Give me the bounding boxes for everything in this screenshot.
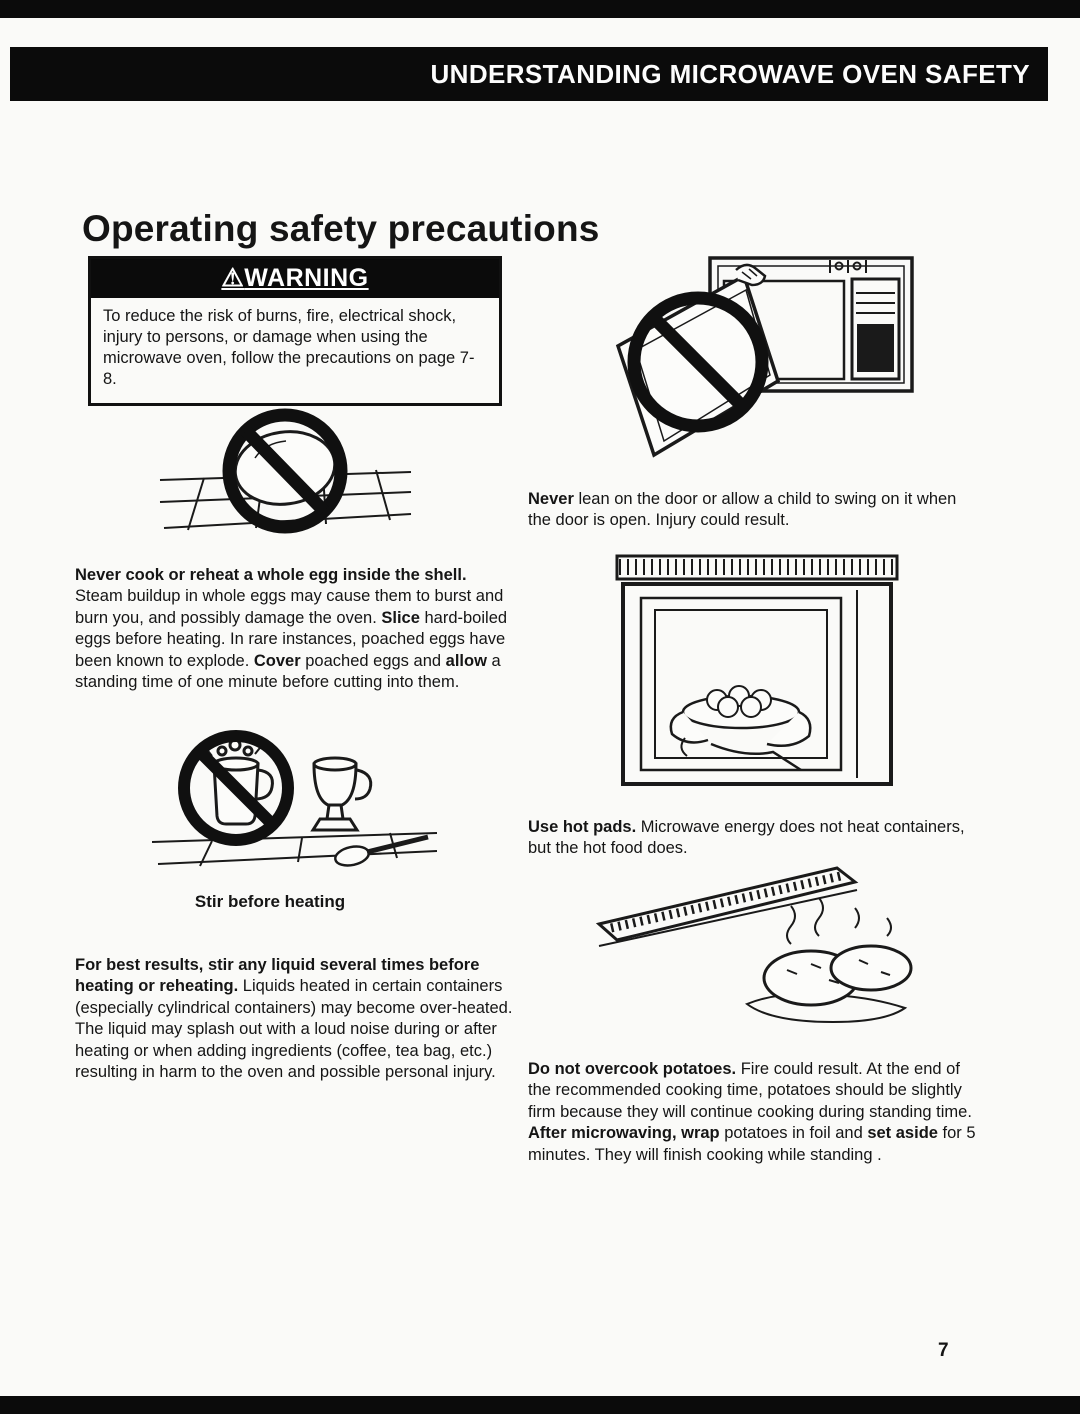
section-banner [10, 47, 1048, 101]
egg-safety-paragraph: Never cook or reheat a whole egg inside the shell. Steam buildup in whole eggs may cause them to burst and burn you, and possibly damage the oven. Slice hard-boiled eggs before heating. In rare instances, poached eggs have been known to explode. Cover poached eggs and allow a standing time of one minute before cutting into them. [75, 565, 508, 691]
steaming-potatoes-drawing [595, 862, 930, 1034]
page-number: 7 [938, 1340, 949, 1361]
warning-box [88, 256, 502, 406]
liquids-paragraph: For best results, stir any liquid several times before heating or reheating. Liquids heated in certain containers (especially cylindrical containers) may become over-heated. The liquid may splash out with a loud noise during or after heating or when adding ingredients (coffee, tea bag, etc.) resulting in harm to the oven and possible personal injury. [75, 955, 513, 1081]
no-egg-in-shell-illustration [158, 402, 413, 544]
bottom-black-strip [0, 1396, 1080, 1414]
no-egg-in-shell-drawing [158, 402, 413, 544]
no-leaning-on-door-illustration [592, 248, 927, 466]
warning-body-text: To reduce the risk of burns, fire, electrical shock, injury to persons, or damage when using the microwave oven, follow the precautions on page 7-8. [103, 307, 475, 388]
warning-label: WARNING [244, 264, 369, 292]
no-unstirred-liquid-illustration [152, 712, 437, 880]
warning-header [91, 259, 499, 298]
stir-caption: Stir before heating [194, 892, 346, 911]
no-leaning-on-door-drawing [592, 248, 927, 466]
door-paragraph: Never lean on the door or allow a child to swing on it when the door is open. Injury could result. [528, 489, 957, 529]
warning-triangle-icon: ⚠ [221, 264, 245, 292]
potatoes-paragraph: Do not overcook potatoes. Fire could result. At the end of the recommended cooking time, potatoes should be slightly firm because they will continue cooking during standing time. After microwaving, wrap potatoes in foil and set aside for 5 minutes. They will finish cooking while standing . [528, 1059, 976, 1164]
page-title: Operating safety precautions [82, 207, 600, 249]
use-hot-pads-drawing [615, 552, 900, 790]
hot-pads-paragraph: Use hot pads. Microwave energy does not heat containers, but the hot food does. [528, 817, 965, 857]
no-unstirred-liquid-drawing [152, 712, 437, 880]
top-black-strip [0, 0, 1080, 18]
use-hot-pads-illustration [615, 552, 900, 790]
steaming-potatoes-illustration [595, 862, 930, 1034]
section-banner-title: UNDERSTANDING MICROWAVE OVEN SAFETY [430, 58, 1030, 89]
